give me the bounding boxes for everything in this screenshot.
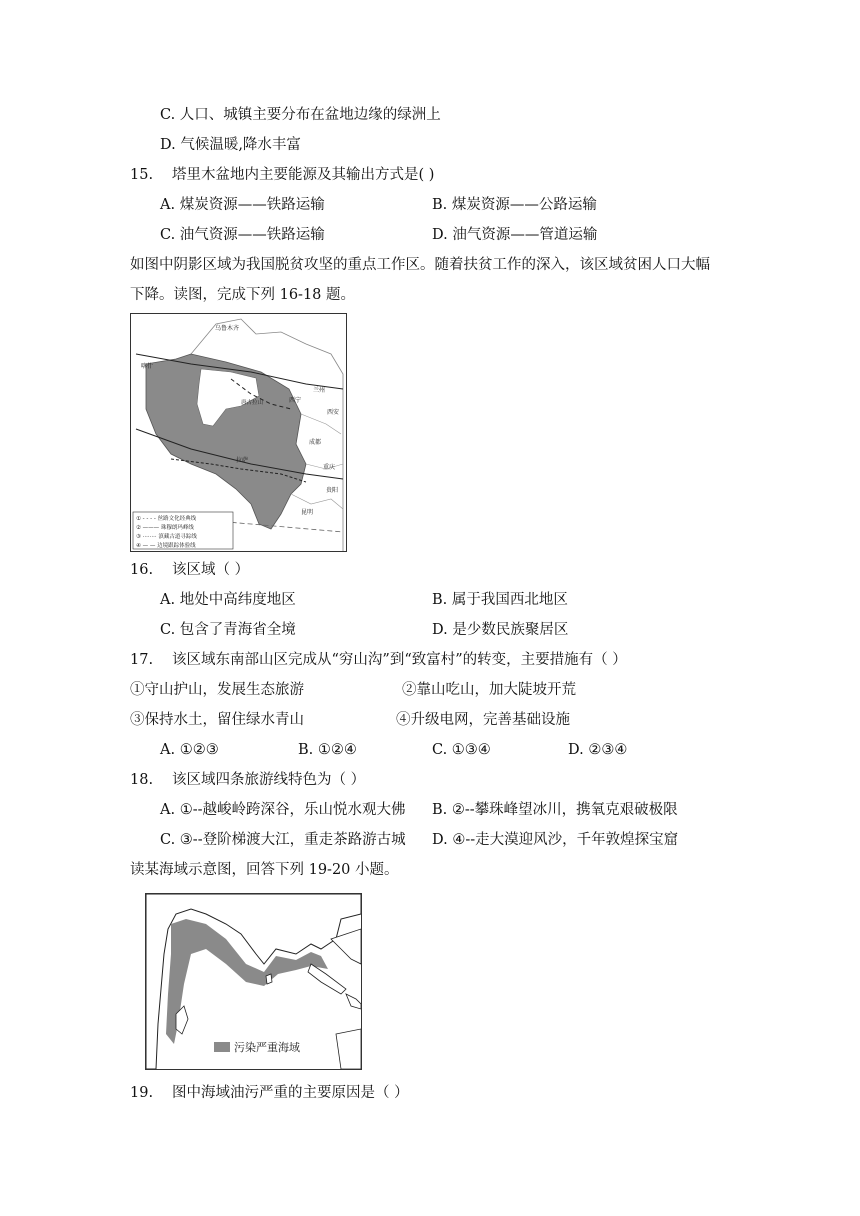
q17-option-a: A. ①②③ bbox=[160, 742, 219, 758]
question-17 bbox=[130, 650, 627, 670]
question-number: 17. bbox=[130, 652, 154, 668]
map-label-xining: 西宁 bbox=[289, 397, 302, 404]
q17-option-c: C. ①③④ bbox=[432, 742, 491, 758]
legend-item-4: ④ — — 边境跟踪体验线 bbox=[136, 543, 196, 549]
map-label-tanggula: 唐古拉山 bbox=[241, 400, 264, 406]
q16-option-b: B. 属于我国西北地区 bbox=[432, 592, 568, 608]
question-15 bbox=[130, 165, 434, 185]
map-label-urumqi: 乌鲁木齐 bbox=[215, 325, 240, 332]
map-label-kunming: 昆明 bbox=[301, 509, 314, 516]
question-number: 19. bbox=[130, 1085, 154, 1101]
q17-statement-3: ③保持水土，留住绿水青山 bbox=[130, 712, 304, 728]
q16-option-d: D. 是少数民族聚居区 bbox=[432, 622, 569, 638]
q16-option-a: A. 地处中高纬度地区 bbox=[160, 592, 296, 608]
legend-label: 污染严重海域 bbox=[234, 1041, 300, 1054]
q15-option-c: C. 油气资源——铁路运输 bbox=[160, 227, 325, 243]
legend-swatch bbox=[214, 1042, 230, 1052]
poverty-region-map-svg bbox=[131, 314, 346, 551]
question-stem: 该区域四条旅游线特色为（ ） bbox=[172, 772, 366, 788]
intro-16-18-line-2: 下降。读图，完成下列 16-18 题。 bbox=[130, 287, 356, 303]
legend-item-3: ③ ········ 滇藏古道寻踪线 bbox=[136, 534, 197, 540]
intro-16-18-line-1: 如图中阴影区域为我国脱贫攻坚的重点工作区。随着扶贫工作的深入，该区域贫困人口大幅 bbox=[130, 257, 710, 273]
map-label-lhasa: 拉萨 bbox=[236, 457, 249, 464]
q15-option-b: B. 煤炭资源——公路运输 bbox=[432, 197, 597, 213]
question-stem: 图中海域油污严重的主要原因是（ ） bbox=[172, 1085, 409, 1101]
question-number: 15. bbox=[130, 167, 154, 183]
question-19 bbox=[130, 1083, 409, 1103]
q17-statement-4: ④升级电网，完善基础设施 bbox=[396, 712, 570, 728]
land-mass-australia bbox=[336, 1029, 361, 1069]
q18-option-c: C. ③--登阶梯渡大江，重走茶路游古城 bbox=[160, 832, 406, 848]
q17-option-b: B. ①②④ bbox=[298, 742, 357, 758]
question-stem: 该区域东南部山区完成从“穷山沟”到“致富村”的转变，主要措施有（ ） bbox=[172, 652, 627, 668]
legend-item-1: ① - - - - 丝路文化经典线 bbox=[136, 516, 197, 522]
question-number: 16. bbox=[130, 562, 154, 578]
q15-option-a: A. 煤炭资源——铁路运输 bbox=[160, 197, 325, 213]
q18-option-b: B. ②--攀珠峰望冰川，携氧克艰破极限 bbox=[432, 802, 678, 818]
question-stem: 该区域（ ） bbox=[172, 562, 250, 578]
legend-item-2: ② ——— 珠穆朗玛峰线 bbox=[136, 525, 194, 531]
polluted-sea-map bbox=[145, 893, 362, 1070]
polluted-sea-map-svg bbox=[146, 894, 361, 1069]
question-stem: 塔里木盆地内主要能源及其输出方式是( ) bbox=[172, 167, 435, 183]
q14-option-c: C. 人口、城镇主要分布在盆地边缘的绿洲上 bbox=[160, 107, 441, 123]
map-label-lanzhou: 兰州 bbox=[313, 387, 326, 394]
question-18 bbox=[130, 770, 365, 790]
q18-option-a: A. ①--越峻岭跨深谷，乐山悦水观大佛 bbox=[160, 802, 406, 818]
island-java bbox=[346, 994, 361, 1009]
map-label-chongqing: 重庆 bbox=[323, 464, 336, 471]
q17-statement-1: ①守山护山，发展生态旅游 bbox=[130, 682, 304, 698]
question-number: 18. bbox=[130, 772, 154, 788]
island-sri-lanka bbox=[266, 974, 272, 984]
q15-option-d: D. 油气资源——管道运输 bbox=[432, 227, 598, 243]
q17-statement-2: ②靠山吃山，加大陡坡开荒 bbox=[402, 682, 576, 698]
map-label-guiyang: 贵阳 bbox=[326, 487, 339, 494]
intro-19-20: 读某海域示意图，回答下列 19-20 小题。 bbox=[130, 862, 399, 878]
map-label-chengdu: 成都 bbox=[309, 439, 322, 446]
poverty-region-map bbox=[130, 313, 347, 552]
map-label-kashgar: 喀什 bbox=[141, 363, 154, 370]
question-16 bbox=[130, 560, 249, 580]
map-label-xian: 西安 bbox=[327, 409, 340, 416]
q16-option-c: C. 包含了青海省全境 bbox=[160, 622, 296, 638]
q18-option-d: D. ④--走大漠迎风沙，千年敦煌探宝窟 bbox=[432, 832, 679, 848]
q14-option-d: D. 气候温暖,降水丰富 bbox=[160, 137, 301, 153]
q17-option-d: D. ②③④ bbox=[568, 742, 628, 758]
